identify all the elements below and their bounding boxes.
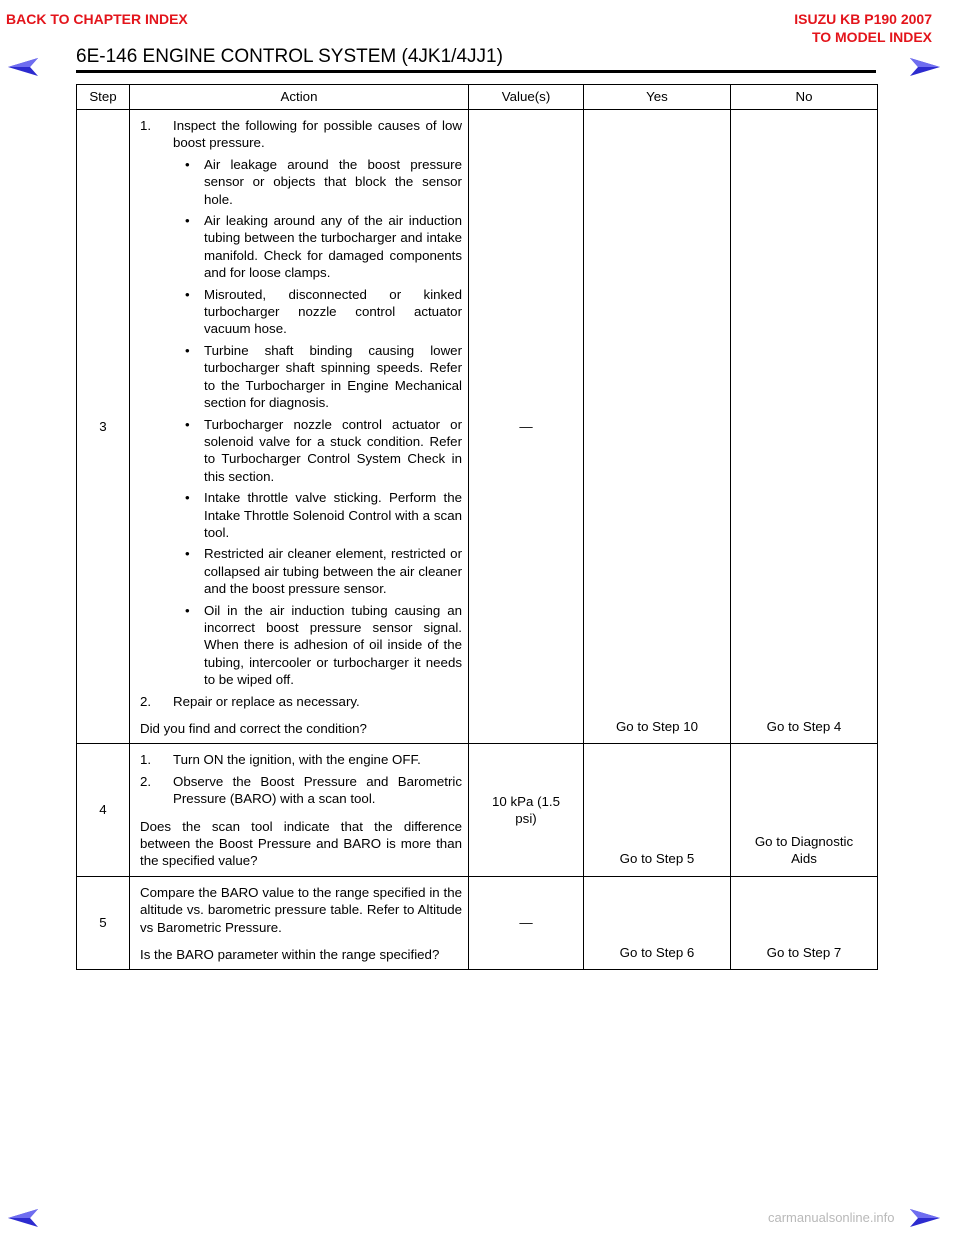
bullet-item	[140, 489, 462, 541]
question-text: Did you find and correct the condition?	[140, 721, 367, 736]
item-text: Turn ON the ignition, with the engine OFF.	[173, 752, 421, 768]
bullet-item	[140, 602, 462, 689]
bullet-item	[140, 212, 462, 282]
bullet-icon: •	[185, 602, 190, 618]
bullet-icon: •	[185, 546, 190, 562]
column-header-yes: Yes	[584, 85, 731, 110]
item-number: 2.	[140, 773, 152, 789]
yes-result: Go to Step 6	[584, 876, 731, 970]
watermark: carmanualsonline.info	[768, 1210, 895, 1225]
no-result: Go to Step 7	[731, 876, 878, 970]
bullet-icon: •	[185, 156, 190, 172]
back-to-chapter-index-link[interactable]: BACK TO CHAPTER INDEX	[6, 11, 188, 27]
item-number: 2.	[140, 693, 152, 709]
action-cell	[130, 744, 469, 876]
bullet-item	[140, 156, 462, 208]
bullet-icon: •	[185, 286, 190, 302]
value-cell: —	[469, 876, 584, 970]
bullet-item	[140, 416, 462, 486]
no-result: Go to Step 4	[731, 110, 878, 744]
column-header-values: Value(s)	[469, 85, 584, 110]
no-result: Go to Diagnostic Aids	[731, 744, 878, 876]
column-header-no: No	[731, 85, 878, 110]
yes-result: Go to Step 5	[584, 744, 731, 876]
action-cell	[130, 876, 469, 970]
step-number: 4	[77, 744, 130, 876]
item-text: Repair or replace as necessary.	[173, 693, 360, 709]
prev-page-arrow-icon[interactable]	[6, 55, 40, 77]
bullet-icon: •	[185, 490, 190, 506]
action-item	[140, 751, 462, 768]
diagnostic-procedure-table	[76, 84, 878, 970]
value-cell: 10 kPa (1.5 psi)	[469, 744, 584, 876]
item-number: 1.	[140, 118, 152, 133]
question-text: Does the scan tool indicate that the difference between the Boost Pressure and BARO is more than the specified value?	[140, 818, 462, 869]
to-model-index-link[interactable]: TO MODEL INDEX	[811, 29, 932, 45]
column-header-step: Step	[77, 85, 130, 110]
action-item	[140, 117, 462, 152]
model-title: ISUZU KB P190 2007	[794, 11, 932, 27]
column-header-action: Action	[130, 85, 469, 110]
next-page-arrow-icon[interactable]	[908, 1206, 942, 1228]
bullet-icon: •	[185, 213, 190, 229]
bullet-text: Air leakage around the boost pressure sensor or objects that block the sensor hole.	[204, 156, 462, 207]
bullet-icon: •	[185, 416, 190, 432]
title-rule	[76, 70, 876, 73]
table-header-row	[77, 85, 878, 110]
table-row-step-5	[77, 876, 878, 970]
next-page-arrow-icon[interactable]	[908, 55, 942, 77]
bullet-item	[140, 545, 462, 597]
bullet-icon: •	[185, 342, 190, 358]
action-text: Compare the BARO value to the range specified in the altitude vs. barometric pressure table. Refer to Altitude vs Barometric Pressure.	[140, 884, 462, 935]
bullet-item	[140, 286, 462, 338]
action-cell	[130, 110, 469, 744]
bullet-text: Turbine shaft binding causing lower turbocharger shaft spinning speeds. Refer to the Turbocharger in Engine Mechanical section for diagnosis.	[204, 342, 462, 411]
yes-result: Go to Step 10	[584, 110, 731, 744]
bullet-text: Misrouted, disconnected or kinked turbocharger nozzle control actuator vacuum hose.	[204, 286, 462, 337]
value-cell: —	[469, 110, 584, 744]
question-text: Is the BARO parameter within the range specified?	[140, 947, 440, 963]
bullet-text: Intake throttle valve sticking. Perform the Intake Throttle Solenoid Control with a scan tool.	[204, 490, 462, 540]
step-number: 3	[77, 110, 130, 744]
item-number: 1.	[140, 752, 152, 768]
page-title: 6E-146 ENGINE CONTROL SYSTEM (4JK1/4JJ1)	[76, 46, 503, 67]
bullet-text: Air leaking around any of the air induction tubing between the turbocharger and intake manifold. Check for damaged components and for loose clamps.	[204, 213, 462, 281]
bullet-text: Turbocharger nozzle control actuator or solenoid valve for a stuck condition. Refer to Turbocharger Control System Check in this section.	[204, 416, 462, 484]
bullet-text: Oil in the air induction tubing causing an incorrect boost pressure sensor signal. When there is adhesion of oil inside of the tubing, intercooler or turbocharger it needs to be wiped off.	[204, 602, 462, 688]
item-text: Observe the Boost Pressure and Barometric Pressure (BARO) with a scan tool.	[173, 773, 462, 807]
step-number: 5	[77, 876, 130, 970]
bullet-text: Restricted air cleaner element, restricted or collapsed air tubing between the air cleaner and the boost pressure sensor.	[204, 546, 462, 597]
prev-page-arrow-icon[interactable]	[6, 1206, 40, 1228]
table-row-step-3	[77, 110, 878, 744]
action-item	[140, 773, 462, 808]
table-row-step-4	[77, 744, 878, 876]
action-item	[140, 693, 462, 710]
bullet-item	[140, 342, 462, 412]
item-text: Inspect the following for possible causes of low boost pressure.	[173, 118, 462, 151]
